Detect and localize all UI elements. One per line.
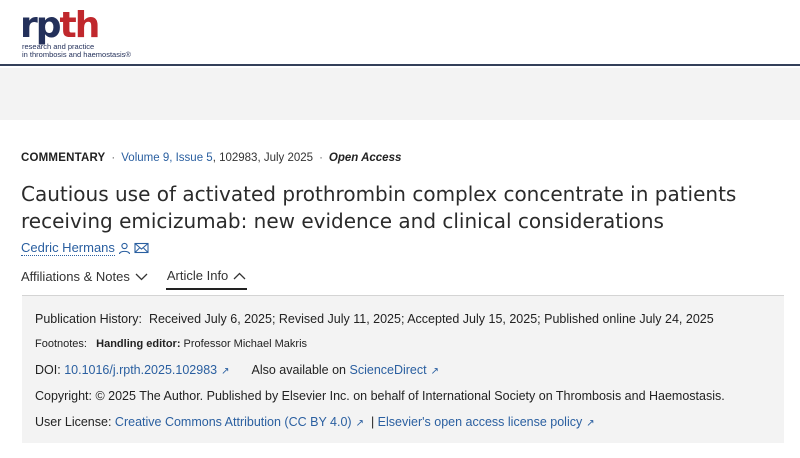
meta-separator: · <box>111 152 116 164</box>
doi-label: DOI: <box>35 363 61 377</box>
footnotes-label: Footnotes: <box>35 338 87 350</box>
article-type: COMMENTARY <box>21 152 106 164</box>
article-tabs <box>21 268 247 290</box>
elsevier-policy-link[interactable]: Elsevier's open access license policy <box>377 415 583 429</box>
copyright-label: Copyright: <box>35 389 92 403</box>
person-icon[interactable] <box>118 242 131 255</box>
external-link-icon: ↗ <box>355 418 364 429</box>
author-link[interactable]: Cedric Hermans <box>21 240 115 255</box>
tab-affiliations-label: Affiliations & Notes <box>21 269 130 284</box>
user-license-label: User License: <box>35 415 112 429</box>
article-meta <box>21 152 401 164</box>
license-separator: | <box>370 415 375 429</box>
tab-article-info-label: Article Info <box>166 268 229 283</box>
publication-history-row <box>35 312 714 326</box>
logo-wordmark <box>20 5 131 46</box>
title-line-2: receiving emicizumab: new evidence and clinical considerations <box>21 209 664 233</box>
title-line-1: Cautious use of activated prothrombin complex concentrate in patients <box>21 182 737 206</box>
logo-registered-mark: ® <box>125 50 131 59</box>
meta-separator: · <box>319 152 323 164</box>
header-band <box>0 68 800 120</box>
chevron-up-icon <box>233 272 246 280</box>
volume-link[interactable]: Volume 9, Issue 5 <box>121 152 213 164</box>
footnotes-row <box>35 338 307 350</box>
cc-license-link[interactable]: Creative Commons Attribution (CC BY 4.0) <box>114 415 352 429</box>
author-block <box>21 240 149 256</box>
copyright-row <box>35 389 725 403</box>
logo-subtitle-line2: in thrombosis and haemostasis <box>22 50 126 59</box>
site-header <box>0 0 800 66</box>
logo-subtitle <box>22 43 131 59</box>
external-link-icon: ↗ <box>430 366 440 377</box>
sciencedirect-link[interactable]: ScienceDirect <box>349 363 427 377</box>
doi-row <box>35 363 439 377</box>
doi-link[interactable]: 10.1016/j.rpth.2025.102983 <box>64 363 218 377</box>
email-icon[interactable] <box>134 242 149 254</box>
logo-subtitle-line1: research and practice <box>22 42 95 51</box>
tab-affiliations-notes[interactable] <box>21 268 148 290</box>
chevron-down-icon <box>135 273 148 281</box>
user-license-row <box>35 415 595 429</box>
publication-history-label: Publication History: <box>35 312 142 326</box>
article-info-panel <box>22 295 784 443</box>
publication-history-value: Received July 6, 2025; Revised July 11, 2025; Accepted July 15, 2025; Published online July 24, 2025 <box>148 312 714 326</box>
open-access-label: Open Access <box>328 152 402 164</box>
copyright-value: © 2025 The Author. Published by Elsevier Inc. on behalf of International Society on Thrombosis and Haemostasis. <box>95 389 725 403</box>
issue-details: , 102983, July 2025 <box>212 152 314 164</box>
handling-editor-value: Professor Michael Makris <box>183 338 308 350</box>
rpth-logo[interactable] <box>20 5 131 59</box>
handling-editor-label: Handling editor: <box>96 338 181 350</box>
article-title <box>21 181 781 235</box>
external-link-icon: ↗ <box>586 418 595 429</box>
logo-rp: rp <box>20 5 60 46</box>
also-available-label: Also available on <box>251 363 347 377</box>
external-link-icon: ↗ <box>221 366 230 377</box>
logo-th: th <box>59 5 99 46</box>
tab-article-info[interactable] <box>166 268 247 290</box>
